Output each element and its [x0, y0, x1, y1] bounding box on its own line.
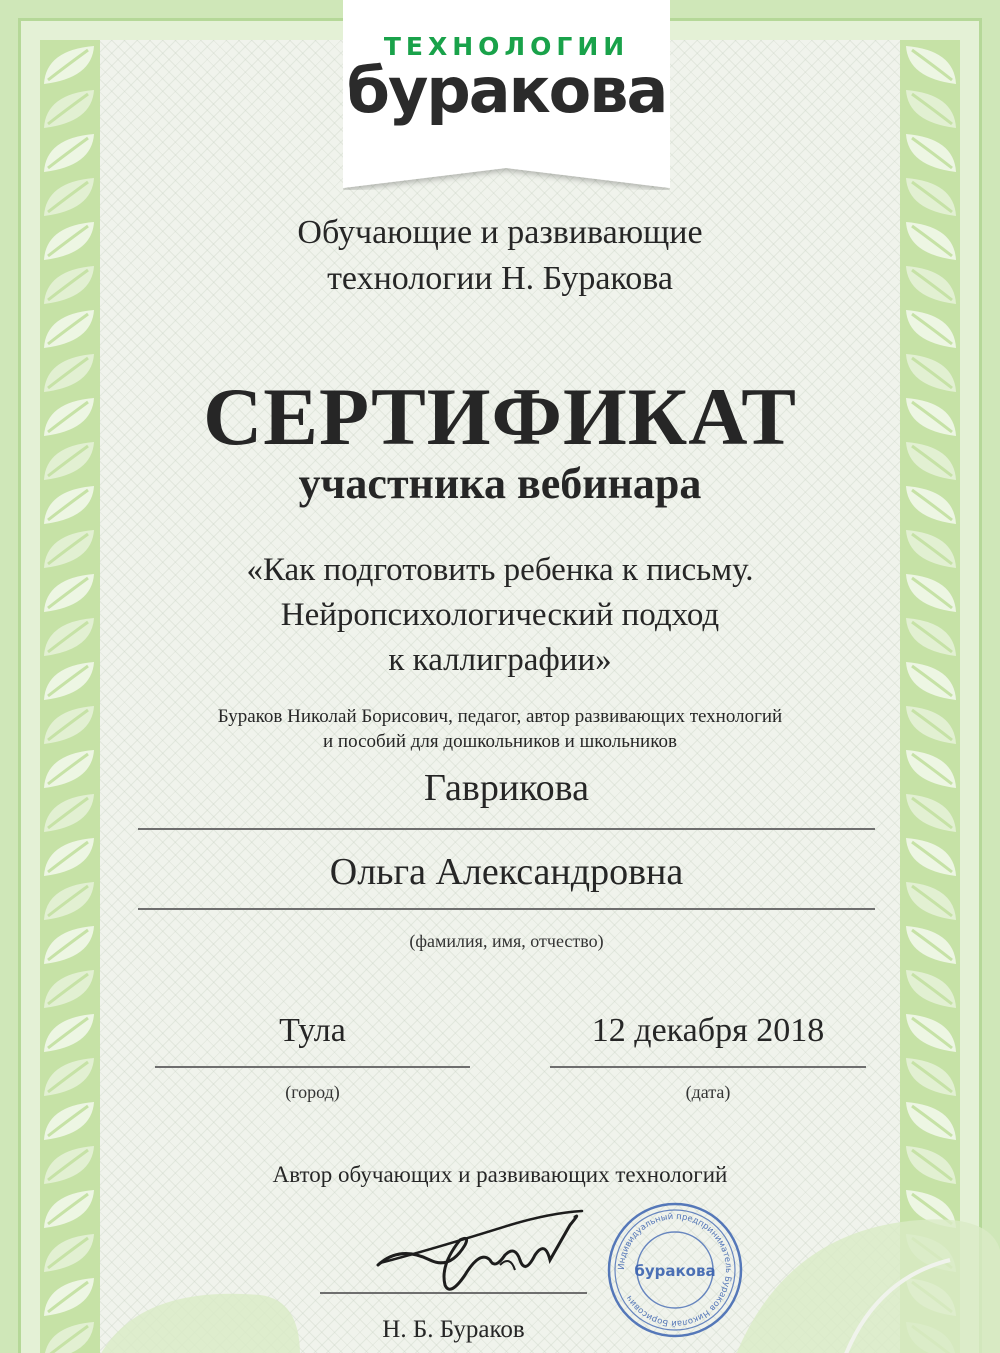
webinar-topic-line-1: «Как подготовить ребенка к письму.	[246, 552, 754, 588]
seal-outer-text: Индивидуальный предприниматель Бураков Николай Борисович	[616, 1211, 734, 1329]
author-description-line-2: и пособий для дошкольников и школьников	[323, 731, 677, 752]
participant-surname: Гаврикова	[423, 767, 589, 809]
city-caption: (город)	[285, 1082, 340, 1102]
signer-name: Н. Б. Бураков	[382, 1316, 525, 1343]
organization-line-1: Обучающие и развивающие	[297, 214, 703, 251]
participant-given-names: Ольга Александровна	[329, 851, 684, 893]
certificate-title: СЕРТИФИКАТ	[203, 371, 797, 462]
webinar-topic	[100, 548, 900, 683]
given-names-underline	[138, 908, 875, 910]
logo-main-text: буракова	[346, 54, 667, 127]
logo-top-text: ТЕХНОЛОГИИ	[383, 32, 630, 61]
city-value: Тула	[279, 1012, 346, 1049]
author-signature	[370, 1205, 590, 1305]
organization-line-2: технологии Н. Буракова	[327, 260, 673, 297]
author-title: Автор обучающих и развивающих технологий	[272, 1162, 728, 1187]
date-caption: (дата)	[685, 1082, 731, 1102]
signature-underline	[320, 1292, 587, 1294]
date-value: 12 декабря 2018	[591, 1012, 825, 1049]
webinar-topic-line-3: к каллиграфии»	[388, 642, 612, 678]
author-description	[100, 704, 900, 754]
logo-ribbon	[343, 0, 670, 190]
webinar-topic-line-2: Нейропсихологический подход	[280, 597, 720, 633]
date-underline	[550, 1066, 866, 1068]
right-leaf-border	[900, 40, 960, 1353]
surname-underline	[138, 828, 875, 830]
seal-logo-text: буракова	[634, 1262, 716, 1280]
left-leaf-border	[40, 40, 100, 1353]
organization-name	[100, 210, 900, 302]
city-underline	[155, 1066, 470, 1068]
decorative-leaf-icon	[720, 1190, 1000, 1353]
author-description-line-1: Бураков Николай Борисович, педагог, автор развивающих технологий	[217, 706, 783, 727]
official-seal-icon	[605, 1200, 745, 1340]
decorative-leaf-icon	[100, 1275, 300, 1353]
certificate-subtitle: участника вебинара	[298, 459, 702, 508]
full-name-caption: (фамилия, имя, отчество)	[409, 931, 604, 951]
